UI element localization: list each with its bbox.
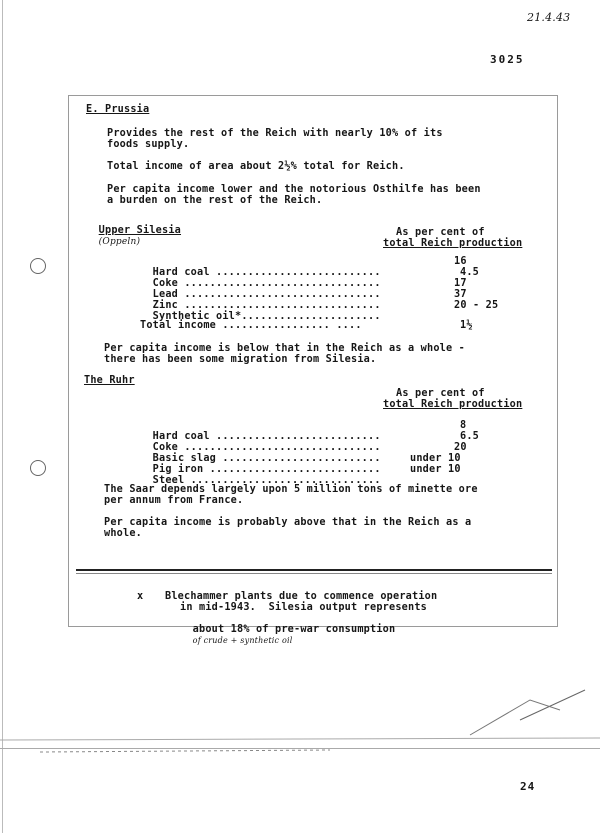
row-value: under 10 — [410, 453, 461, 464]
punch-hole — [30, 258, 46, 274]
column-heading: As per cent of — [396, 227, 485, 238]
row-value: 20 - 25 — [454, 300, 499, 311]
row-value: 8 — [460, 420, 467, 431]
paragraph-line: Per capita income lower and the notorious Osthilfe has been — [107, 184, 481, 195]
row-label: Hard coal .......................... — [152, 431, 381, 442]
punch-hole — [30, 460, 46, 476]
row-label: Basic slag ......................... — [152, 453, 381, 464]
total-income-value: 1½ — [460, 320, 473, 331]
footnote-divider — [76, 569, 552, 571]
footnote-line: in mid-1943. Silesia output represents — [180, 602, 428, 613]
table-row — [140, 464, 381, 486]
upper-silesia-title: Upper Silesia — [98, 225, 182, 236]
footnote-hand-note: of crude + synthetic oil — [192, 636, 293, 645]
upper-silesia-hand-note: (Oppeln) — [98, 237, 141, 247]
footnote-divider-thin — [76, 573, 552, 574]
row-label: Coke ............................... — [152, 278, 381, 289]
section-heading-east-prussia: E. Prussia — [86, 104, 150, 115]
row-label: Pig iron ........................... — [152, 464, 381, 475]
column-heading: total Reich production — [383, 238, 523, 249]
footnote-text: about 18% of pre-war consumption — [192, 624, 396, 635]
row-label: Zinc ............................... — [152, 300, 381, 311]
row-value: under 10 — [410, 464, 461, 475]
row-value: 16 — [454, 256, 467, 267]
paragraph-line: foods supply. — [107, 139, 190, 150]
paragraph-line: a burden on the rest of the Reich. — [107, 195, 323, 206]
paragraph-line: Total income of area about 2½% total for Reich. — [107, 161, 405, 172]
total-income-label: Total income ................. .... — [140, 320, 362, 331]
column-heading: As per cent of — [396, 388, 485, 399]
footnote-line: Blechammer plants due to commence operation — [165, 591, 438, 602]
paragraph-line: Per capita income is below that in the Reich as a whole - — [104, 343, 466, 354]
page-number: 24 — [520, 780, 536, 793]
scan-artifact-lines — [0, 680, 600, 760]
row-value: 6.5 — [460, 431, 480, 442]
row-value: 4.5 — [460, 267, 480, 278]
row-label: Synthetic oil*...................... — [152, 311, 381, 322]
row-label: Steel .............................. — [152, 475, 381, 486]
footnote-marker: x — [137, 591, 144, 602]
paragraph-line: Provides the rest of the Reich with nearly 10% of its — [107, 128, 443, 139]
page-reference: 3025 — [490, 53, 525, 66]
row-value: 17 — [454, 278, 467, 289]
row-label: Lead ............................... — [152, 289, 381, 300]
row-value: 20 — [454, 442, 467, 453]
footnote-line — [180, 613, 395, 646]
row-label: Coke ............................... — [152, 442, 381, 453]
paragraph-line: per annum from France. — [104, 495, 244, 506]
row-value: 37 — [454, 289, 467, 300]
table-row — [140, 300, 381, 322]
paragraph-line: The Saar depends largely upon 5 million tons of minette ore — [104, 484, 478, 495]
paragraph-line: there has been some migration from Silesia. — [104, 354, 377, 365]
paragraph-line: Per capita income is probably above that in the Reich as a — [104, 517, 472, 528]
section-heading-upper-silesia — [86, 214, 181, 248]
paragraph-line: whole. — [104, 528, 143, 539]
column-heading: total Reich production — [383, 399, 523, 410]
date-note: 21.4.43 — [527, 11, 571, 24]
section-heading-ruhr: The Ruhr — [84, 375, 135, 386]
row-label: Hard coal .......................... — [152, 267, 381, 278]
